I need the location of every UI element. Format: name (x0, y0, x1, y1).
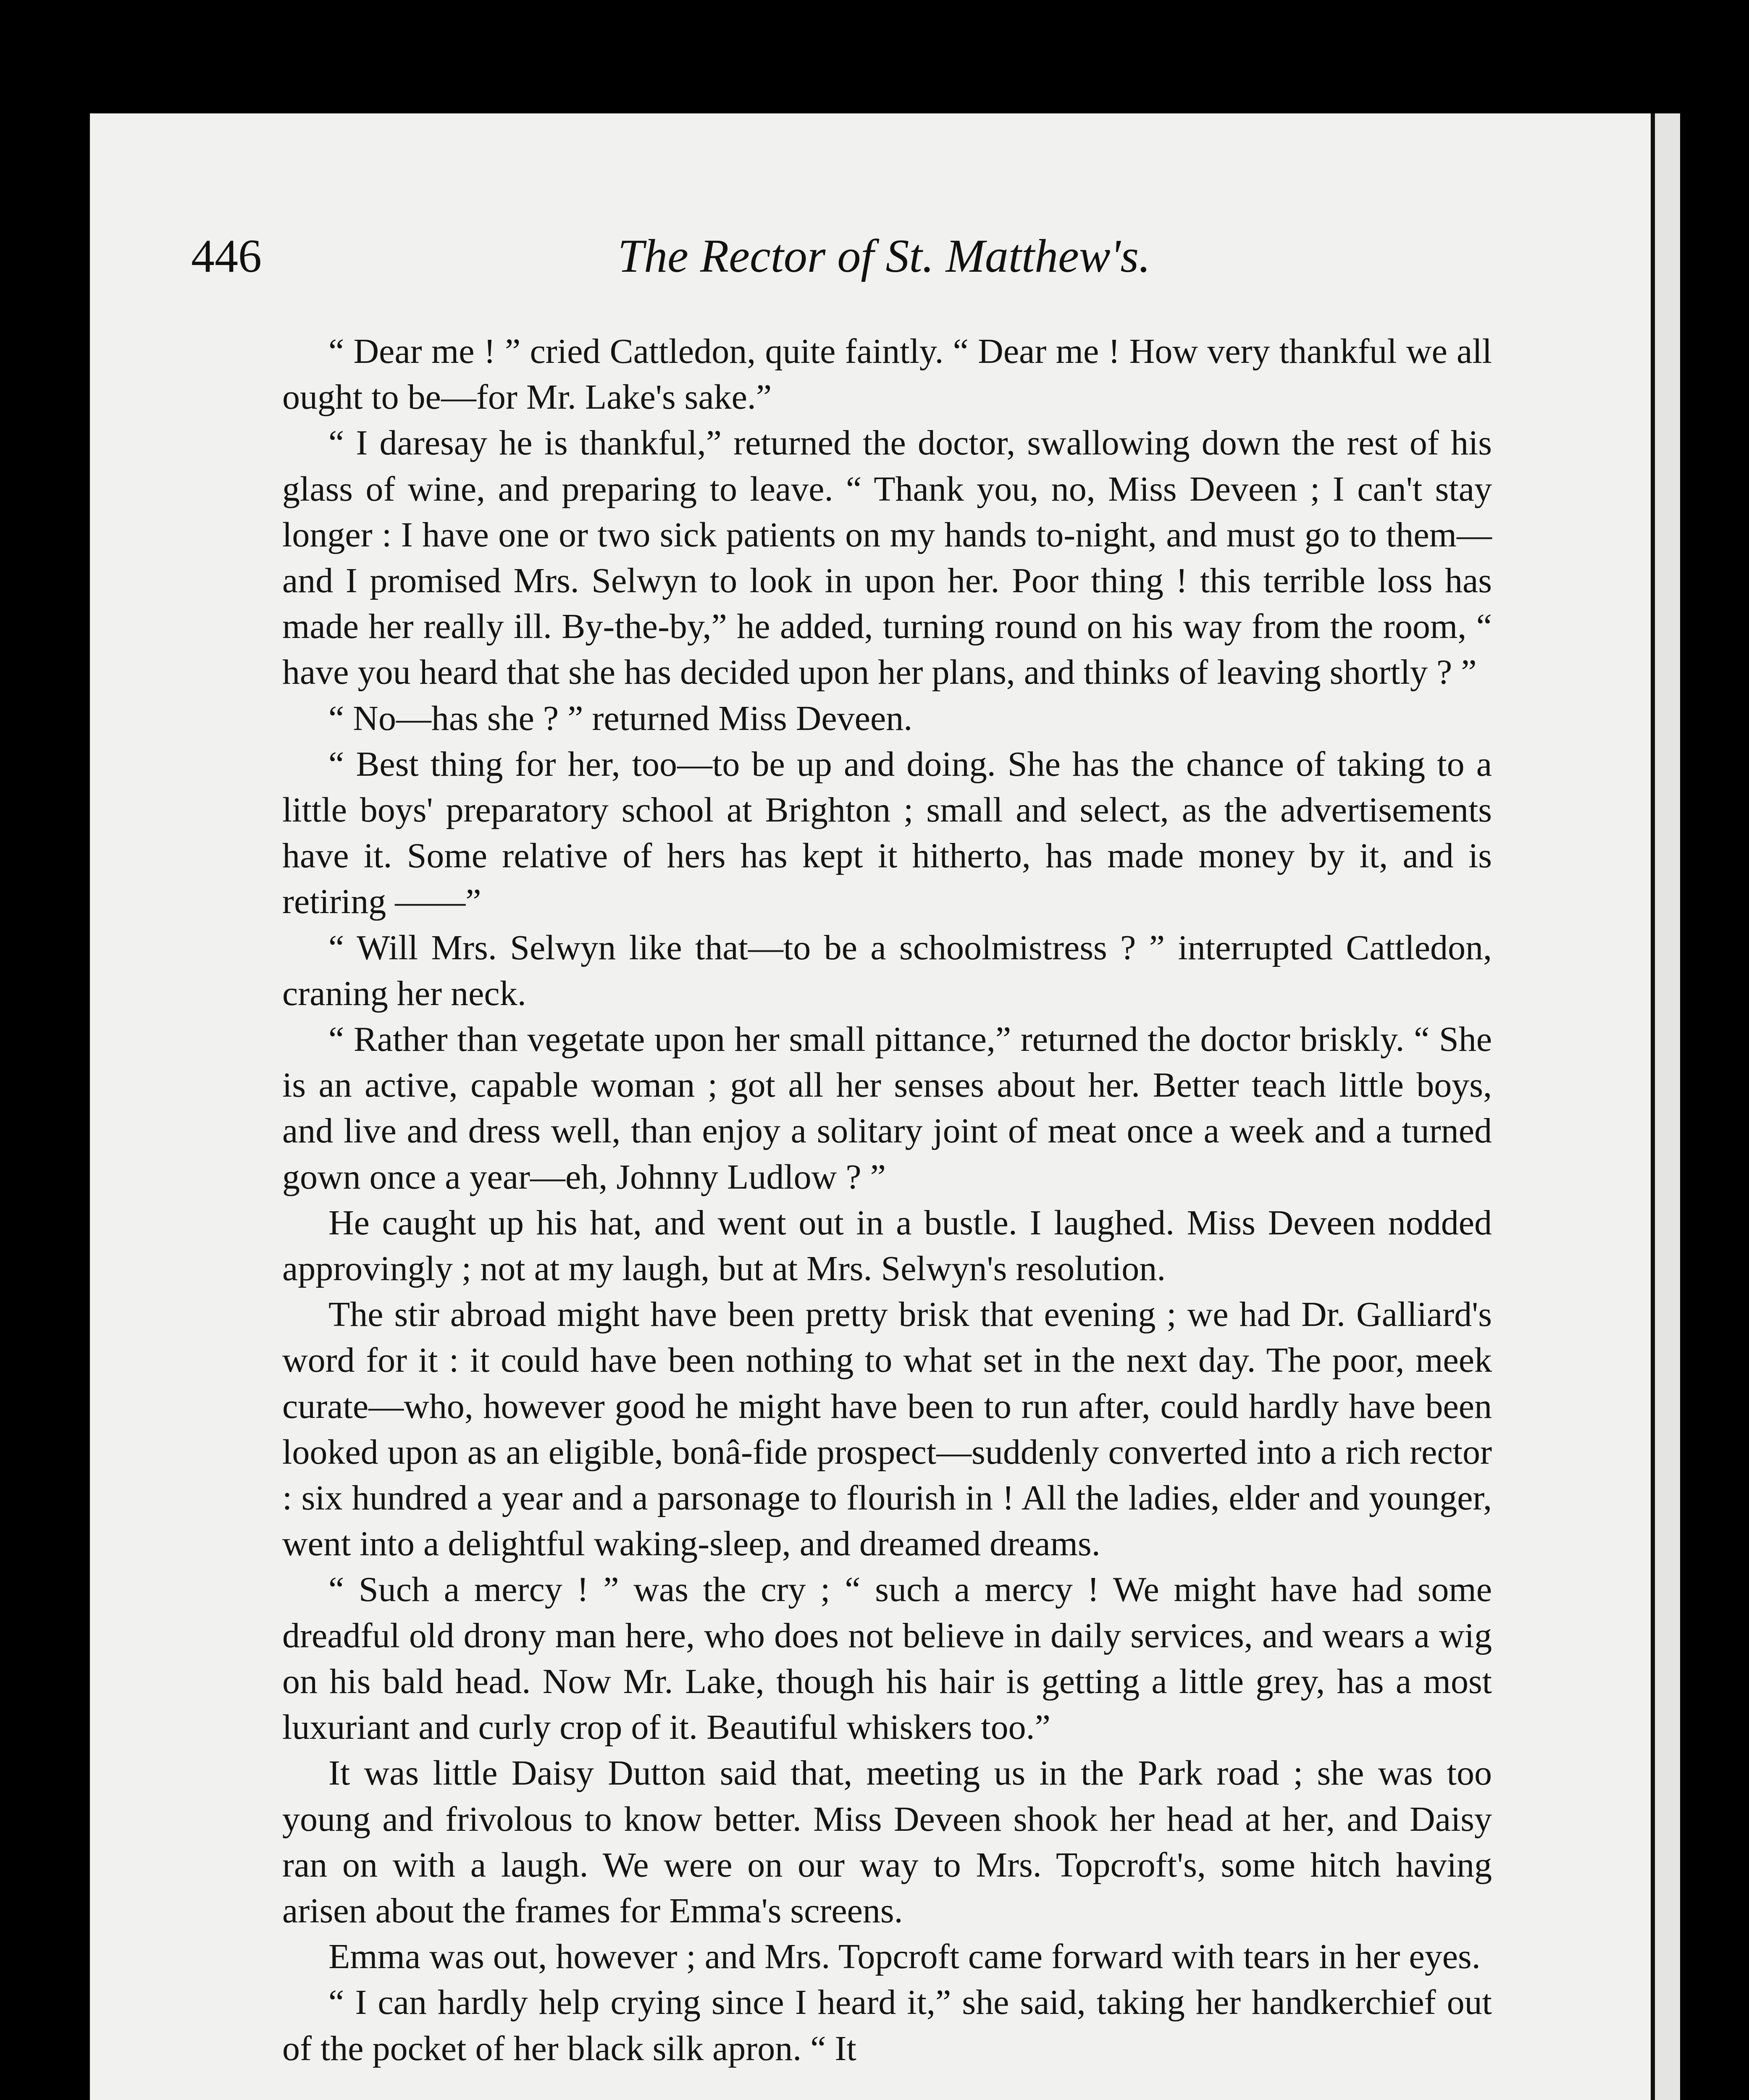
paragraph: “ Dear me ! ” cried Cattledon, quite faintly. “ Dear me ! How very thankful we all ought to be—for Mr. Lake's sake.” (282, 332, 1492, 417)
running-title: The Rector of St. Matthew's. (617, 230, 1151, 282)
running-header (191, 227, 1577, 286)
paragraph: “ Rather than vegetate upon her small pittance,” returned the doctor briskly. “ She is an active, capable woman ; got all her senses about her. Better teach little boys, and live and dress well, than enjoy a solitary joint of meat once a week and a turned gown once a year—eh, Johnny Ludlow ? ” (282, 1020, 1492, 1197)
paragraph: It was little Daisy Dutton said that, meeting us in the Park road ; she was too young and frivolous to know better. Miss Deveen shook her head at her, and Daisy ran on with a laugh. We were on our way to Mrs. Topcroft's, some hitch having arisen about the frames for Emma's screens. (282, 1754, 1492, 1930)
page-number: 446 (191, 230, 262, 282)
paragraph: “ I daresay he is thankful,” returned the doctor, swallowing down the rest of his glass of wine, and preparing to leave. “ Thank you, no, Miss Deveen ; I can't stay longer : I have one or two sick patients on my hands to-night, and must go to them—and I promised Mrs. Selwyn to look in upon her. Poor thing ! this terrible loss has made her really ill. By-the-by,” he added, turning round on his way from the room, “ have you heard that she has decided upon her plans, and thinks of leaving shortly ? ” (282, 423, 1492, 692)
paragraph: He caught up his hat, and went out in a bustle. I laughed. Miss Deveen nodded approvingly ; not at my laugh, but at Mrs. Selwyn's resolution. (282, 1203, 1492, 1289)
facing-page-edge (1651, 113, 1680, 2100)
paragraph: “ No—has she ? ” returned Miss Deveen. (328, 698, 913, 738)
paragraph: “ Such a mercy ! ” was the cry ; “ such a mercy ! We might have had some dreadful old drony man here, who does not believe in daily services, and wears a wig on his bald head. Now Mr. Lake, though his hair is getting a little grey, has a most luxuriant and curly crop of it. Beautiful whiskers too.” (282, 1570, 1492, 1747)
paragraph: “ I can hardly help crying since I heard it,” she said, taking her handkerchief out of the pocket of her black silk apron. “ It (282, 1983, 1492, 2068)
paragraph: The stir abroad might have been pretty brisk that evening ; we had Dr. Galliard's word for it : it could have been nothing to what set in the next day. The poor, meek curate—who, however good he might have been to run after, could hardly have been looked upon as an eligible, bonâ-fide prospect—suddenly converted into a rich rector : six hundred a year and a parsonage to flourish in ! All the ladies, elder and younger, went into a delightful waking-sleep, and dreamed dreams. (282, 1295, 1492, 1564)
paragraph: “ Will Mrs. Selwyn like that—to be a schoolmistress ? ” interrupted Cattledon, craning her neck. (282, 928, 1492, 1013)
paragraph: Emma was out, however ; and Mrs. Topcroft came forward with tears in her eyes. (328, 1937, 1481, 1977)
body-text (282, 328, 1492, 2071)
paragraph: “ Best thing for her, too—to be up and doing. She has the chance of taking to a little boys' preparatory school at Brighton ; small and select, as the advertisements have it. Some relative of hers has kept it hitherto, has made money by it, and is retiring ——” (282, 744, 1492, 921)
